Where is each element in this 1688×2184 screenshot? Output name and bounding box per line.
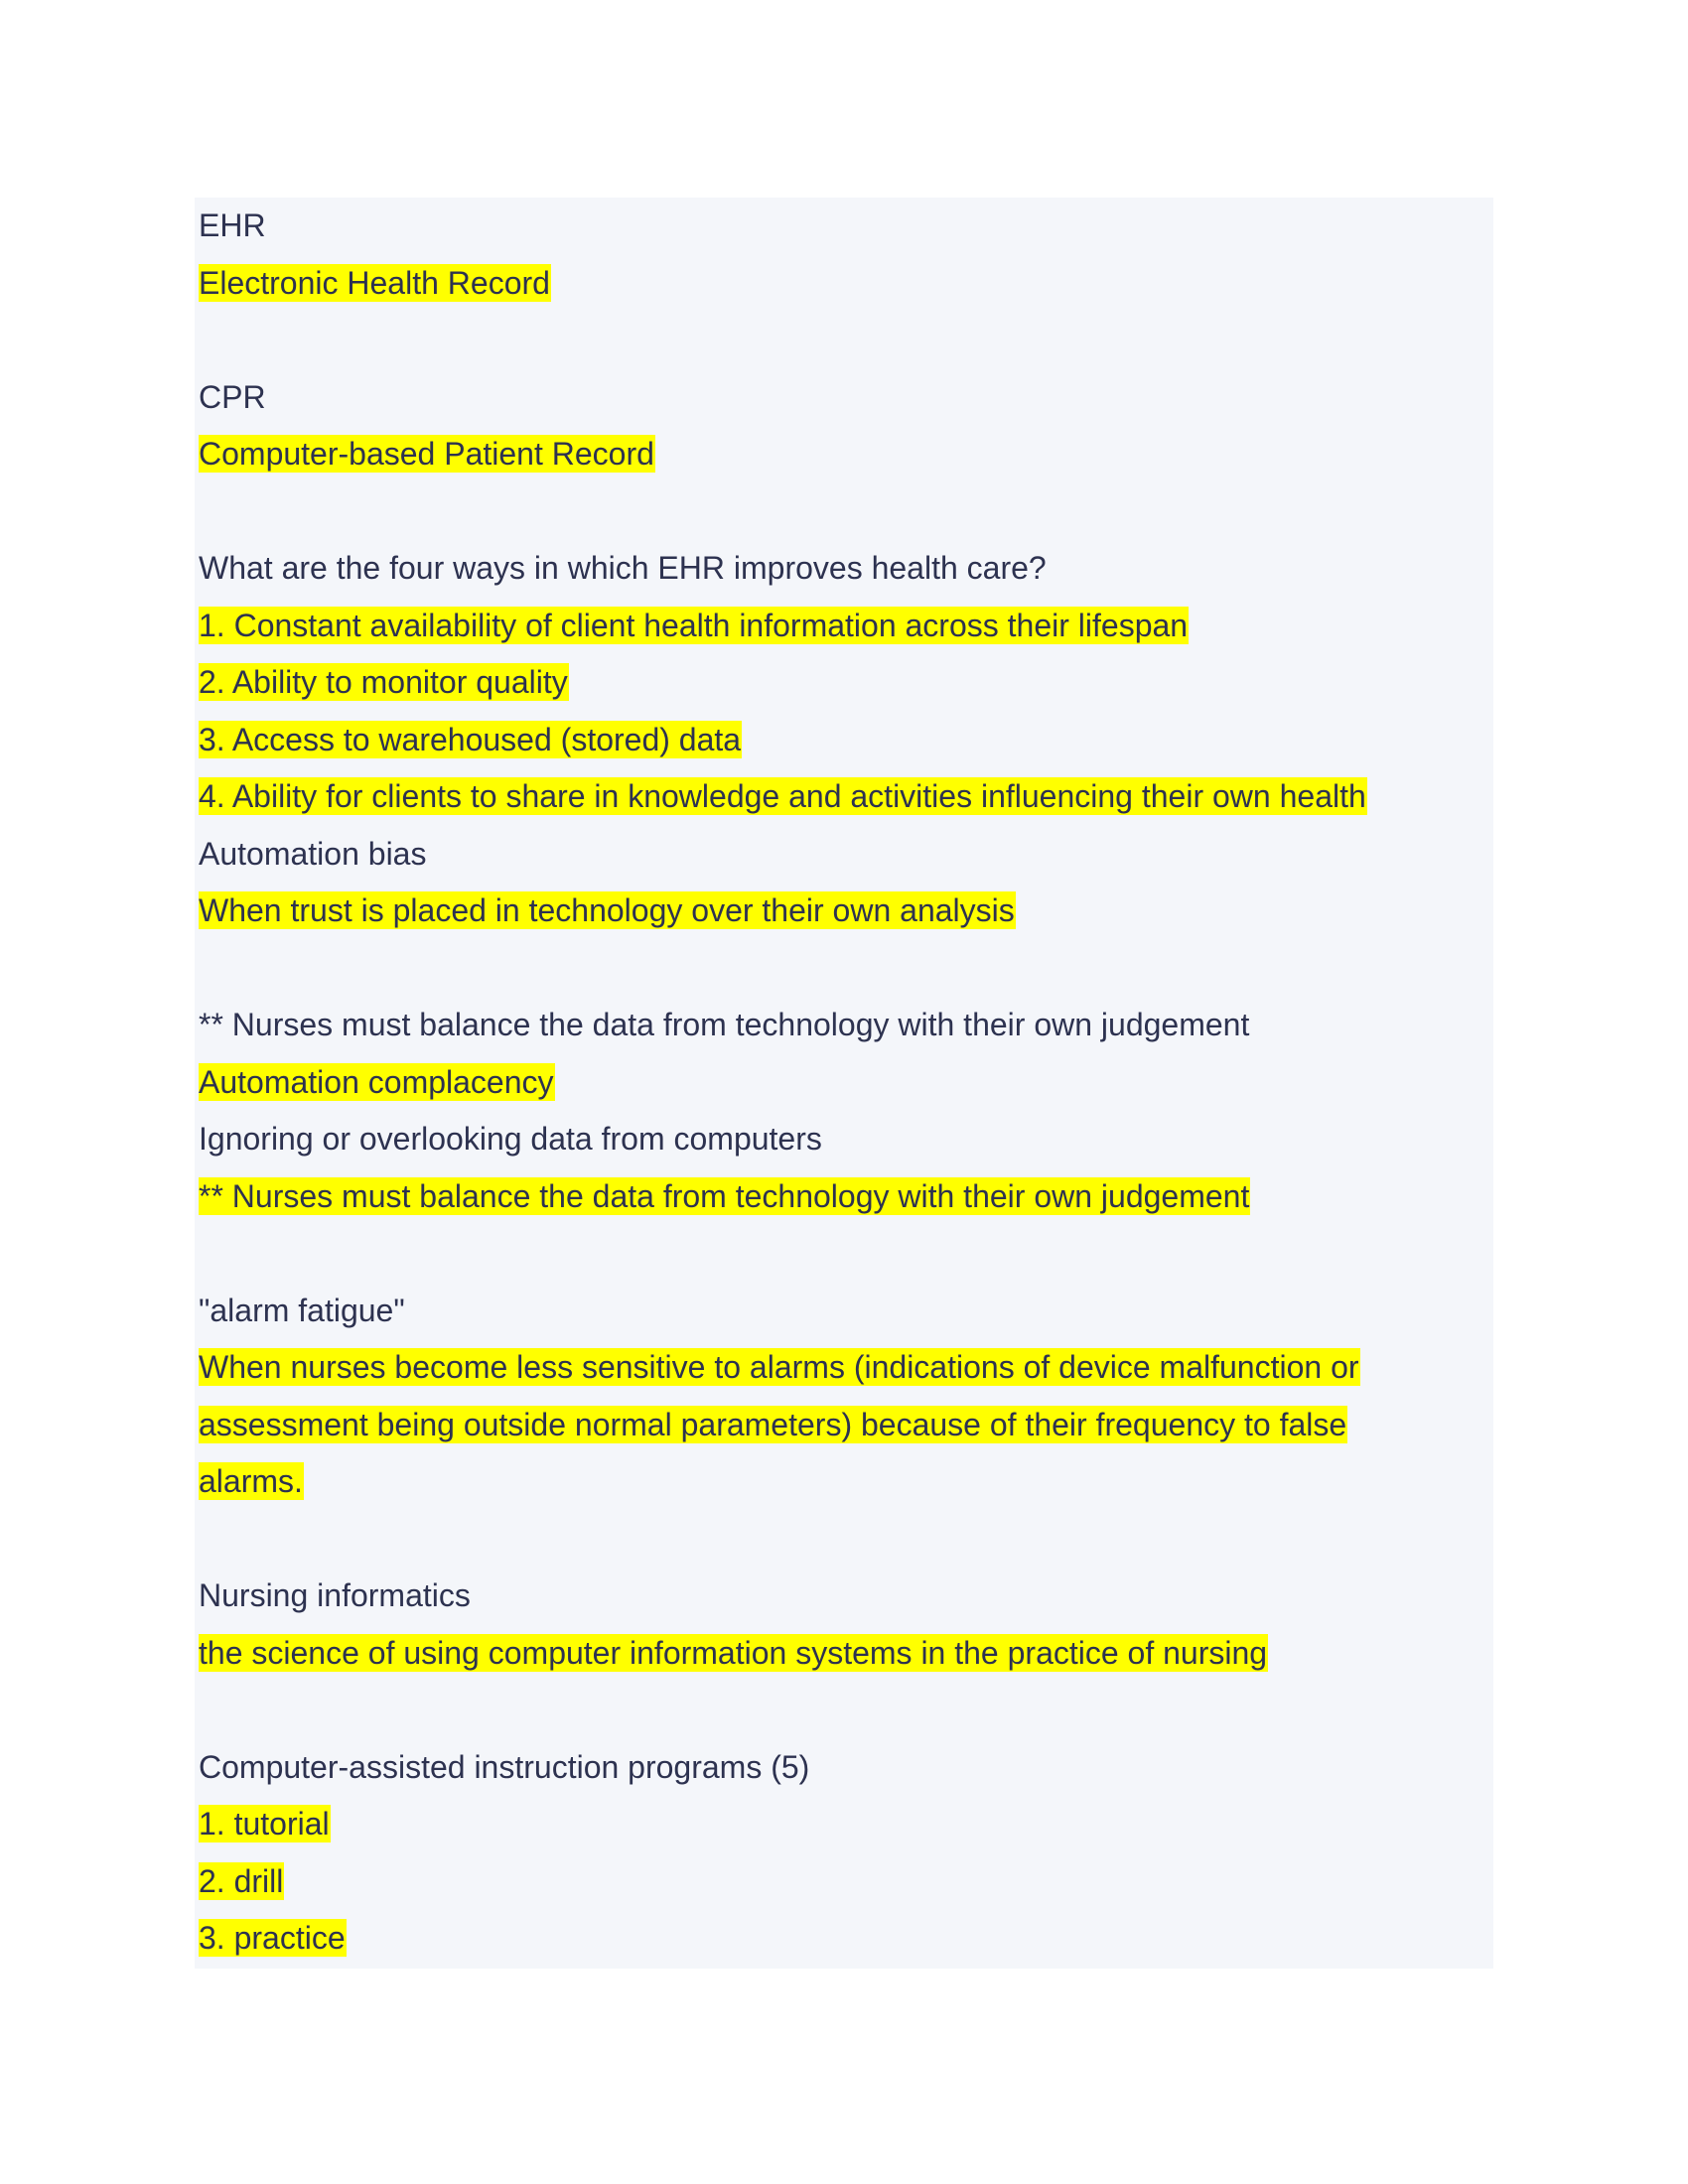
- term-automation-bias: [199, 826, 1493, 884]
- highlighted-definition: assessment being outside normal parameters) because of their frequency to false: [199, 1406, 1347, 1442]
- highlighted-answer: 2. drill: [199, 1862, 284, 1899]
- highlighted-definition: alarms.: [199, 1463, 303, 1499]
- term-text: "alarm fatigue": [199, 1292, 405, 1328]
- blank-line: [199, 940, 1493, 998]
- highlighted-definition: When nurses become less sensitive to alarms (indications of device malfunction or: [199, 1349, 1359, 1385]
- highlighted-definition: Electronic Health Record: [199, 264, 550, 301]
- definition-automation-complacency: [199, 1111, 1493, 1168]
- highlighted-answer: 1. tutorial: [199, 1806, 330, 1842]
- term-computer-assisted-instruction: [199, 1739, 1493, 1797]
- term-text: Computer-assisted instruction programs (5): [199, 1748, 810, 1785]
- definition-text: Ignoring or overlooking data from computers: [199, 1121, 822, 1157]
- answer-item-practice: [199, 1910, 1493, 1968]
- blank-line: [199, 1511, 1493, 1569]
- answer-item-tutorial: [199, 1796, 1493, 1853]
- definition-automation-bias: [199, 883, 1493, 940]
- definition-cpr: [199, 426, 1493, 483]
- definition-alarm-fatigue-line-3: [199, 1453, 1493, 1511]
- definition-alarm-fatigue-line-2: [199, 1397, 1493, 1454]
- note-balance-judgement-highlighted: [199, 1168, 1493, 1226]
- highlighted-answer: 3. Access to warehoused (stored) data: [199, 721, 742, 757]
- note-balance-judgement: [199, 997, 1493, 1054]
- term-text: EHR: [199, 207, 266, 243]
- document-panel: [195, 198, 1493, 1969]
- blank-line: [199, 483, 1493, 541]
- definition-nursing-informatics: [199, 1625, 1493, 1683]
- definition-ehr: [199, 255, 1493, 313]
- note-text: ** Nurses must balance the data from technology with their own judgement: [199, 1007, 1250, 1042]
- term-text: Automation bias: [199, 835, 427, 872]
- answer-item-drill: [199, 1853, 1493, 1911]
- question-ehr-improvements: [199, 540, 1493, 598]
- answer-item-4: [199, 768, 1493, 826]
- term-text: Nursing informatics: [199, 1577, 471, 1613]
- term-text: CPR: [199, 378, 266, 415]
- highlighted-definition: When trust is placed in technology over their own analysis: [199, 892, 1015, 928]
- answer-item-3: [199, 712, 1493, 769]
- highlighted-definition: Computer-based Patient Record: [199, 436, 654, 472]
- term-cpr: [199, 369, 1493, 427]
- document-content: [199, 198, 1493, 1968]
- term-nursing-informatics: [199, 1568, 1493, 1625]
- highlighted-answer: 2. Ability to monitor quality: [199, 664, 568, 700]
- blank-line: [199, 1225, 1493, 1283]
- definition-alarm-fatigue-line-1: [199, 1339, 1493, 1397]
- highlighted-answer: 4. Ability for clients to share in knowledge and activities influencing their own health: [199, 778, 1366, 814]
- answer-item-1: [199, 598, 1493, 655]
- blank-line: [199, 312, 1493, 369]
- term-automation-complacency: [199, 1054, 1493, 1112]
- highlighted-term: Automation complacency: [199, 1063, 554, 1100]
- term-alarm-fatigue: [199, 1283, 1493, 1340]
- highlighted-answer: 3. practice: [199, 1920, 346, 1956]
- highlighted-answer: 1. Constant availability of client health information across their lifespan: [199, 607, 1189, 643]
- blank-line: [199, 1682, 1493, 1739]
- question-text: What are the four ways in which EHR improves health care?: [199, 550, 1047, 586]
- highlighted-note: ** Nurses must balance the data from technology with their own judgement: [199, 1177, 1250, 1214]
- term-ehr: [199, 198, 1493, 255]
- highlighted-definition: the science of using computer information systems in the practice of nursing: [199, 1634, 1268, 1671]
- answer-item-2: [199, 654, 1493, 712]
